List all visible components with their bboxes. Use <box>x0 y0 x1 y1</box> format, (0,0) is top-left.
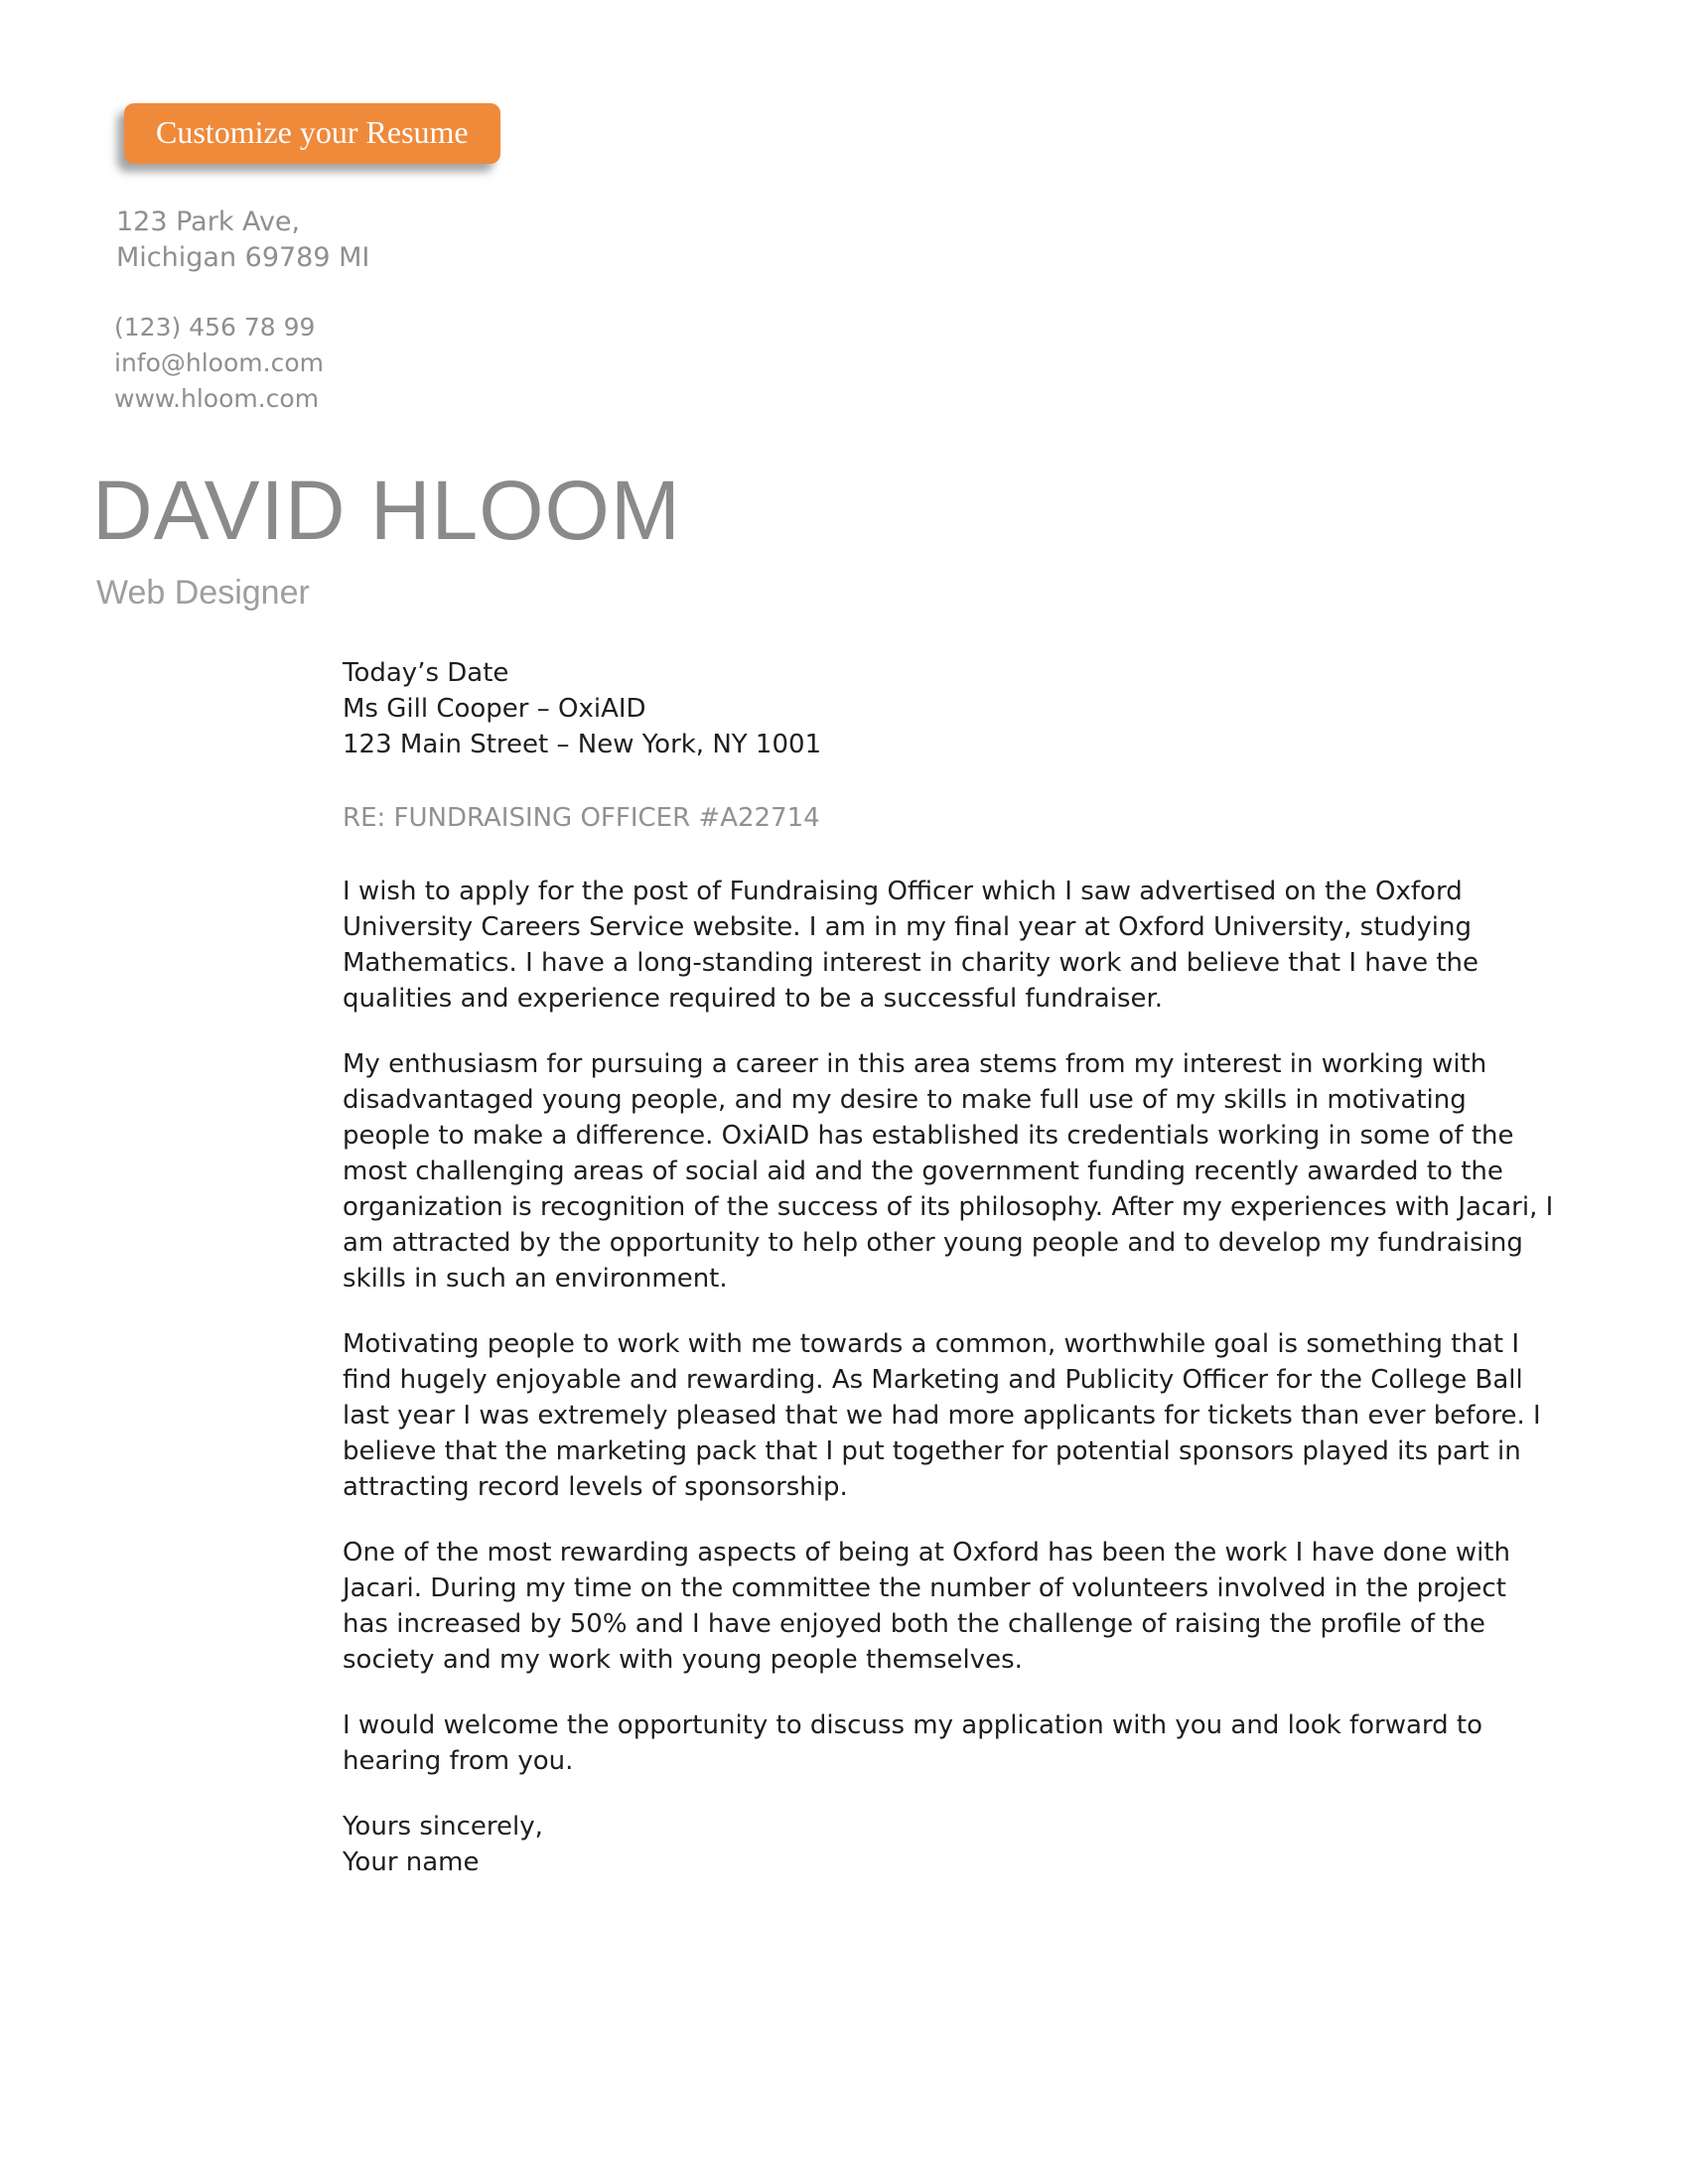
email-address: info@hloom.com <box>114 348 324 377</box>
letter-paragraph-5: I would welcome the opportunity to discuss my application with you and look forward to hearing from you. <box>343 1710 1482 1776</box>
subject-line: RE: FUNDRAISING OFFICER #A22714 <box>343 803 820 833</box>
valediction: Yours sincerely, <box>343 1812 543 1842</box>
sender-contact <box>114 310 324 417</box>
recipient-address: 123 Main Street – New York, NY 1001 <box>343 730 822 759</box>
phone-number: (123) 456 78 99 <box>114 313 316 341</box>
letter-body <box>343 655 1554 1880</box>
letter-paragraph-3: Motivating people to work with me towards a common, worthwhile goal is something that I find hugely enjoyable and rewarding. As Marketing and Publicity Officer for the College Ball last year I was extremely pleased that we had more applicants for tickets than ever before. I believe that the marketing pack that I put together for potential sponsors played its part in attracting record levels of sponsorship. <box>343 1329 1541 1502</box>
letter-date: Today’s Date <box>343 658 509 688</box>
sender-address-line1: 123 Park Ave, <box>116 206 301 237</box>
letter-paragraph-2: My enthusiasm for pursuing a career in this area stems from my interest in working with disadvantaged young people, and my desire to make full use of my skills in motivating people to make a difference. OxiAID has established its credentials working in some of the most challenging areas of social aid and the government funding recently awarded to the organization is recognition of the success of its philosophy. After my experiences with Jacari, I am attracted by the opportunity to help other young people and to develop my fundraising skills in such an environment. <box>343 1049 1554 1294</box>
signature-name: Your name <box>343 1847 480 1877</box>
sender-address-line2: Michigan 69789 MI <box>116 242 370 273</box>
letter-paragraph-4: One of the most rewarding aspects of being at Oxford has been the work I have done with Jacari. During my time on the committee the number of volunteers involved in the project has increased by 50% and I have enjoyed both the challenge of raising the profile of the society and my work with young people themselves. <box>343 1538 1510 1675</box>
customize-resume-button[interactable]: Customize your Resume <box>124 103 500 164</box>
sender-address <box>116 205 369 276</box>
recipient-name: Ms Gill Cooper – OxiAID <box>343 694 646 724</box>
person-name: DAVID HLOOM <box>92 464 681 557</box>
closing-block <box>343 1809 1554 1880</box>
recipient-block <box>343 655 1554 762</box>
letter-paragraph-1: I wish to apply for the post of Fundraising Officer which I saw advertised on the Oxford University Careers Service website. I am in my final year at Oxford University, studying Mathematics. I have a long-standing interest in charity work and believe that I have the qualities and experience required to be a successful fundraiser. <box>343 877 1479 1014</box>
website-url: www.hloom.com <box>114 384 320 413</box>
job-title: Web Designer <box>96 574 310 612</box>
